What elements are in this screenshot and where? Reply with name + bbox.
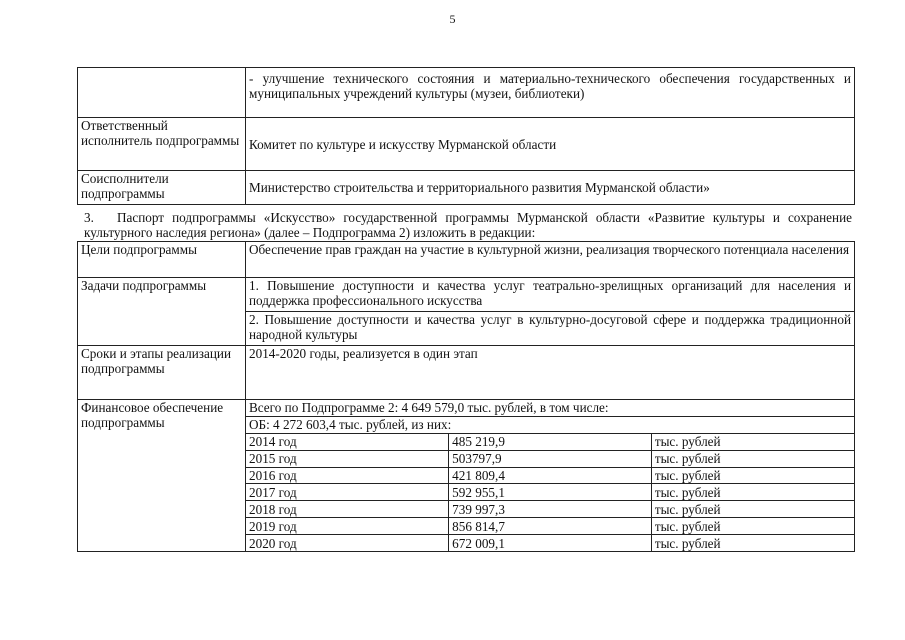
table-row [246, 450, 854, 467]
table-row [246, 518, 854, 535]
table-row [78, 242, 855, 278]
year-cell: 2016 год [246, 467, 449, 484]
table-row [246, 467, 854, 484]
responsible-value: Комитет по культуре и искусству Мурманской области [246, 118, 855, 171]
tasks-label: Задачи подпрограммы [78, 278, 246, 346]
unit-cell: тыс. рублей [651, 467, 854, 484]
amount-cell: 503797,9 [449, 450, 652, 467]
year-cell: 2015 год [246, 450, 449, 467]
unit-cell: тыс. рублей [651, 518, 854, 535]
coexecutors-label: Соисполнители подпрограммы [78, 171, 246, 205]
coexecutors-value: Министерство строительства и территориального развития Мурманской области» [246, 171, 855, 205]
finance-table [246, 400, 854, 551]
amount-cell: 421 809,4 [449, 467, 652, 484]
table-row [78, 346, 855, 400]
amendment-paragraph [84, 210, 852, 240]
terms-label: Сроки и этапы реализации подпрограммы [78, 346, 246, 400]
finance-total: Всего по Подпрограмме 2: 4 649 579,0 тыс. рублей, в том числе: [246, 400, 854, 416]
unit-cell: тыс. рублей [651, 450, 854, 467]
goals-text: Обеспечение прав граждан на участие в культурной жизни, реализация творческого потенциала населения [246, 242, 855, 278]
table-row [78, 278, 855, 312]
finance-ob: ОБ: 4 272 603,4 тыс. рублей, из них: [246, 416, 854, 433]
year-cell: 2018 год [246, 501, 449, 518]
year-cell: 2017 год [246, 484, 449, 501]
goals-label: Цели подпрограммы [78, 242, 246, 278]
unit-cell: тыс. рублей [651, 535, 854, 551]
finance-label: Финансовое обеспечение подпрограммы [78, 400, 246, 552]
table-row [78, 118, 855, 171]
passport-table [77, 241, 855, 552]
table-row [78, 68, 855, 118]
paragraph-number: 3. [84, 210, 94, 225]
amount-cell: 592 955,1 [449, 484, 652, 501]
unit-cell: тыс. рублей [651, 484, 854, 501]
amount-cell: 485 219,9 [449, 433, 652, 450]
responsible-label: Ответственный исполнитель подпрограммы [78, 118, 246, 171]
continuation-text: - улучшение технического состояния и материально-технического обеспечения государственных и муниципальных учреждений культуры (музеи, библиотеки) [246, 68, 855, 118]
table-row [246, 501, 854, 518]
task-1: 1. Повышение доступности и качества услуг театрально-зрелищных организаций для населения и поддержка профессионального искусства [246, 278, 855, 312]
empty-label-cell [78, 68, 246, 118]
task-2: 2. Повышение доступности и качества услуг в культурно-досуговой сфере и поддержка традиционной народной культуры [246, 312, 855, 346]
table-row [246, 416, 854, 433]
table-row [246, 400, 854, 416]
paragraph-text: Паспорт подпрограммы «Искусство» государственной программы Мурманской области «Развитие культуры и сохранение культурного наследия региона» (далее – Подпрограмма 2) изложить в редакции: [84, 210, 852, 240]
year-cell: 2019 год [246, 518, 449, 535]
finance-cell [246, 400, 855, 552]
table-row [246, 535, 854, 551]
year-cell: 2020 год [246, 535, 449, 551]
year-cell: 2014 год [246, 433, 449, 450]
table-row [78, 400, 855, 552]
amount-cell: 856 814,7 [449, 518, 652, 535]
amount-cell: 739 997,3 [449, 501, 652, 518]
unit-cell: тыс. рублей [651, 501, 854, 518]
terms-text: 2014-2020 годы, реализуется в один этап [246, 346, 855, 400]
table-row [246, 433, 854, 450]
table-row [246, 484, 854, 501]
page-number: 5 [449, 12, 456, 26]
unit-cell: тыс. рублей [651, 433, 854, 450]
table-row [78, 171, 855, 205]
amount-cell: 672 009,1 [449, 535, 652, 551]
top-table [77, 67, 855, 205]
